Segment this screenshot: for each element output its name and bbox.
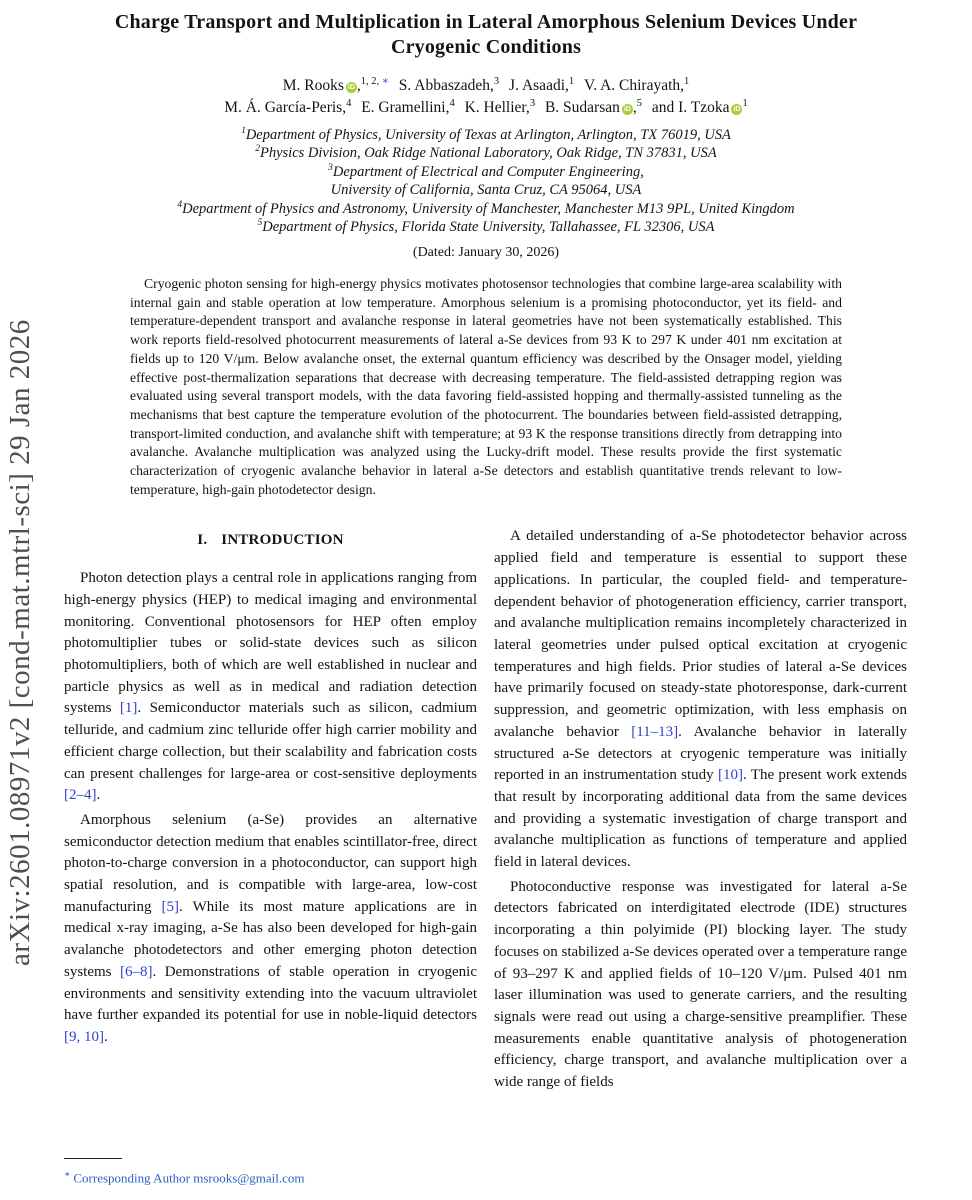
- affiliation-text: Department of Physics, Florida State University, Tallahassee, FL 32306, USA: [262, 219, 715, 236]
- author-affil-sup: 5: [636, 97, 642, 109]
- author-name: S. Abbaszadeh,: [398, 77, 494, 95]
- affiliation-line: [64, 163, 908, 182]
- citation-link[interactable]: [1]: [119, 700, 138, 717]
- affiliation-sup: 4: [177, 199, 183, 210]
- affiliation-text: Department of Electrical and Computer Engineering,: [332, 163, 644, 180]
- affiliation-sup: 1: [241, 125, 246, 136]
- intro-paragraph-4: Photoconductive response was investigated for lateral a-Se detectors fabricated on interdigitated electrode (IDE) structures incorporating a thin polyimide (PI) blocking layer. The study focuses on stabilized a-Se devices operated over a temperature range of 93–297 K and applied fields of 10–120 V/μm. Pulsed 401 nm laser illumination was used to generate carriers, and the resulting signals were read out using a charge-sensitive preamplifier. These measurements enable quantitative analysis of photogeneration efficiency, charge transport, and avalanche multiplication over a wide range of fields: [494, 878, 907, 1091]
- affiliation-line: [64, 218, 908, 237]
- section-heading-introduction: [64, 530, 477, 552]
- author-garcia-peris: [224, 99, 351, 116]
- affiliation-text: Physics Division, Oak Ridge National Laboratory, Oak Ridge, TN 37831, USA: [260, 145, 717, 162]
- author-name: J. Asaadi,: [509, 77, 569, 95]
- affiliation-sup: 5: [257, 218, 263, 229]
- citation-link[interactable]: [6–8]: [119, 963, 153, 980]
- author-chirayath: [584, 77, 689, 94]
- affil-numbers: 1, 2,: [360, 76, 382, 88]
- author-affil-sup: 1: [568, 76, 575, 88]
- author-separator: ,: [356, 77, 361, 95]
- author-name: M. Rooks: [282, 77, 344, 95]
- footnote: [64, 1152, 478, 1200]
- left-column: [64, 526, 477, 1093]
- section-title: INTRODUCTION: [221, 532, 344, 549]
- footnote-marker: ∗: [64, 1169, 71, 1179]
- author-name: K. Hellier,: [464, 98, 530, 116]
- author-separator: ,: [632, 98, 637, 116]
- author-abbaszadeh: [399, 77, 499, 94]
- affiliation-text: Department of Physics, University of Texas at Arlington, Arlington, TX 76019, USA: [245, 126, 731, 143]
- abstract: Cryogenic photon sensing for high-energy physics motivates photosensor technologies that combine large-area scalability with internal gain and stable operation at low temperature. Amorphous selenium is a promising photoconductor, yet its field- and temperature-dependent transport and avalanche response in lateral geometries have not been systematically established. This work reports field-resolved photocurrent measurements of lateral a-Se devices from 93 K to 297 K under 401 nm excitation at fields up to 120 V/μm. Below avalanche onset, the external quantum efficiency was described by the Onsager model, yielding effective post-thermalization separations that decrease with decreasing temperature. The field-assisted detrapping region was evaluated using several transport models, with the data favoring field-assisted hopping and thermally-assisted tunneling as the mechanisms that best capture the temperature evolution of the photocurrent. The boundaries between field-assisted detrapping, transport-limited conduction, and avalanche shift with temperature; at 93 K the response transitions directly from detrapping into avalanche. Avalanche multiplication was analyzed using the Lucky-drift model. These results provide the first systematic characterization of cryogenic avalanche behavior in lateral a-Se detectors and establish quantitative trends relevant to low-temperature, high-gain photodetector design.: [130, 276, 842, 497]
- citation-link[interactable]: [2–4]: [64, 787, 97, 804]
- intro-paragraph-2: Amorphous selenium (a-Se) provides an alternative semiconductor detection medium that enables scintillator-free, direct photon-to-charge conversion in a photoconductor, can support high spatial resolution, and is compatible with large-area, low-cost manufacturing [5]. While its most mature applications are in medical x-ray imaging, a-Se has also been developed for high-gain avalanche photodetectors and other emerging photon detection systems [6–8]. Demonstrations of stable operation in cryogenic environments and sensitivity extending into the vacuum ultraviolet have further expanded its potential for use in noble-liquid detectors [9, 10].: [64, 811, 478, 1045]
- footnote-rule: [64, 1158, 122, 1159]
- corresponding-author-star[interactable]: ∗: [381, 76, 389, 88]
- author-name: M. Á. García-Peris,: [224, 98, 347, 116]
- author-affil-sup: 3: [493, 76, 500, 88]
- affiliation-text: Department of Physics and Astronomy, University of Manchester, Manchester M13 9PL, United Kingdom: [182, 200, 795, 217]
- body-columns: [64, 526, 908, 1093]
- affiliation-line: [64, 126, 908, 145]
- affiliation-text: University of California, Santa Cruz, CA 95064, USA: [330, 182, 642, 199]
- affiliation-line: [64, 181, 908, 200]
- footnote-line: [64, 1168, 478, 1187]
- citation-link[interactable]: [11–13]: [631, 723, 679, 740]
- author-name: E. Gramellini,: [361, 98, 450, 116]
- author-line-2: [64, 97, 908, 119]
- orcid-icon[interactable]: iD: [623, 105, 631, 113]
- paper-content: [64, 0, 908, 1094]
- intro-paragraph-3: A detailed understanding of a-Se photodetector behavior across applied field and temperature is essential to support these applications. In particular, the coupled field- and temperature-dependent behavior of photogeneration efficiency, carrier transport, and avalanche multiplication remains incompletely characterized in lateral geometries under pulsed optical excitation at cryogenic temperatures and high fields. Prior studies of lateral a-Se devices have primarily focused on steady-state photoresponse, dark-current suppression, and geometric optimization, with less emphasis on avalanche behavior [11–13]. Avalanche behavior in laterally structured a-Se detectors at cryogenic temperature was initially reported in an instrumentation study [10]. The present work extends that result by incorporating additional data from the same devices and providing a systematic investigation of charge transport and avalanche multiplication as functions of temperature and applied field in lateral devices.: [494, 528, 907, 871]
- right-column: [494, 526, 907, 1093]
- arxiv-watermark: arXiv:2601.08971v2 [cond-mat.mtrl-sci] 29 Jan 2026: [4, 319, 36, 966]
- affiliation-sup: 3: [328, 162, 333, 173]
- author-affil-sup: [361, 76, 389, 87]
- section-number: I.: [197, 532, 208, 549]
- author-name: B. Sudarsan: [544, 98, 620, 116]
- author-name: V. A. Chirayath,: [584, 77, 685, 95]
- author-affil-sup: 3: [529, 97, 536, 109]
- author-hellier: [465, 99, 535, 116]
- author-affil-sup: 1: [742, 97, 748, 109]
- author-asaadi: [509, 77, 574, 94]
- affiliation-line: [64, 200, 908, 219]
- corresponding-author-email-link[interactable]: Corresponding Author msrooks@gmail.com: [73, 1170, 305, 1186]
- author-affil-sup: 4: [449, 97, 455, 109]
- citation-link[interactable]: [5]: [161, 898, 180, 915]
- author-rooks: [283, 77, 389, 94]
- author-line-1: [64, 75, 908, 97]
- intro-paragraph-1: Photon detection plays a central role in applications ranging from high-energy physics (HEP) to medical imaging and environmental monitoring. Conventional photosensors for HEP often employ photomultiplier tubes or solid-state devices such as silicon photomultipliers, both of which are well established in nuclear and particle physics as well as in medical and radiation detection systems [1]. Semiconductor materials such as silicon, cadmium telluride, and cadmium zinc telluride offer high carrier mobility and efficient charge collection, but their scalability and fabrication costs can present challenges for large-area or cost-sensitive deployments [2–4].: [64, 570, 477, 804]
- author-sudarsan: [545, 99, 642, 116]
- citation-link[interactable]: [10]: [718, 767, 743, 784]
- author-gramellini: [361, 99, 455, 116]
- affiliation-line: [64, 144, 908, 163]
- author-affil-sup: 4: [346, 97, 352, 109]
- author-affil-sup: 1: [684, 76, 690, 88]
- affiliation-sup: 2: [255, 144, 260, 155]
- author-tzoka: [652, 99, 748, 116]
- orcid-icon[interactable]: iD: [733, 105, 741, 113]
- author-name: and I. Tzoka: [651, 98, 730, 116]
- orcid-icon[interactable]: iD: [347, 84, 355, 92]
- paper-title: Charge Transport and Multiplication in Lateral Amorphous Selenium Devices Under Cryogenic Conditions: [114, 11, 858, 58]
- affiliations: [64, 126, 908, 237]
- citation-link[interactable]: [9, 10]: [64, 1028, 104, 1045]
- dated-line: (Dated: January 30, 2026): [412, 244, 560, 260]
